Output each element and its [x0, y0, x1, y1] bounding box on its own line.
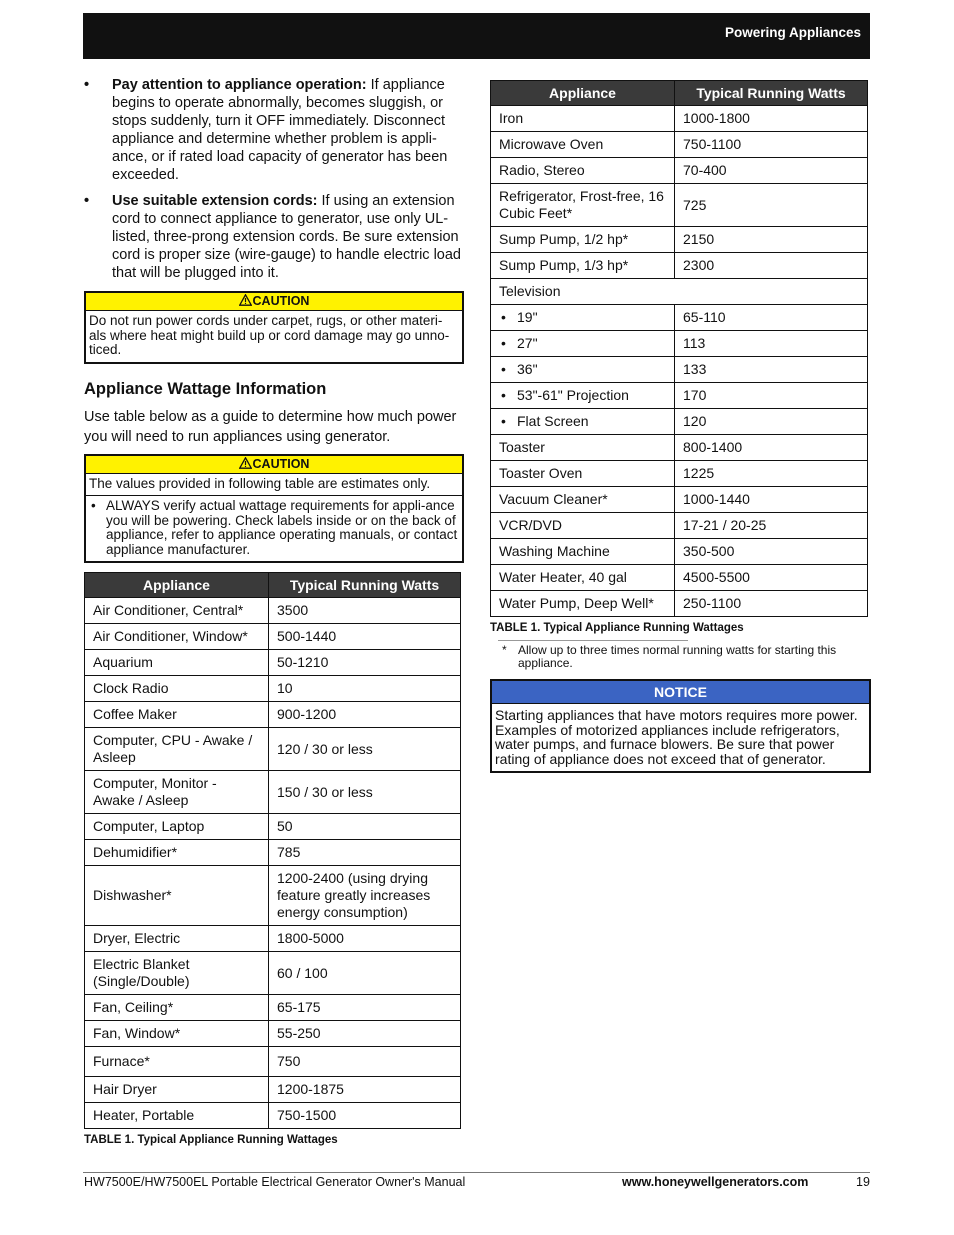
- cell-watts: 3500: [269, 598, 461, 624]
- footer-manual-title: HW7500E/HW7500EL Portable Electrical Generator Owner's Manual: [84, 1175, 466, 1189]
- cell-watts: 2150: [675, 227, 868, 253]
- cell-appliance: [491, 357, 675, 383]
- table-row: [491, 184, 868, 227]
- cell-appliance: Dishwasher*: [85, 866, 269, 926]
- table-row: [491, 158, 868, 184]
- bullet-dot: •: [501, 387, 506, 403]
- caution-header: [86, 456, 462, 474]
- notice-header: NOTICE: [492, 681, 869, 704]
- notice-text: Starting appliances that have motors requires more power. Examples of motorized appliances include refrigerators, water pumps, and furnace blowers. Be sure that power rating of appliance does not exceed that of generator.: [495, 707, 858, 767]
- cell-appliance: Fan, Ceiling*: [85, 995, 269, 1021]
- column-header-appliance: Appliance: [85, 573, 269, 598]
- cell-appliance: Computer, Laptop: [85, 814, 269, 840]
- table-row: [491, 227, 868, 253]
- cell-appliance: Fan, Window*: [85, 1021, 269, 1047]
- cell-appliance: [491, 409, 675, 435]
- bullet-text: If using an extension cord to connect appliance to generator, use only UL-listed, three-prong extension cords. Be sure extension cord is proper size (wire-gauge) to handle electric load that will be plugged into it.: [112, 193, 461, 281]
- cell-appliance: Coffee Maker: [85, 702, 269, 728]
- cell-watts: 800-1400: [675, 435, 868, 461]
- cell-appliance: Electric Blanket (Single/Double): [85, 952, 269, 995]
- cell-appliance: Dehumidifier*: [85, 840, 269, 866]
- header-bar: [83, 13, 870, 59]
- cell-appliance: Water Pump, Deep Well*: [491, 591, 675, 617]
- cell-watts: 150 / 30 or less: [269, 771, 461, 814]
- cell-appliance: Hair Dryer: [85, 1077, 269, 1103]
- table-row: [491, 435, 868, 461]
- bullet-item: [84, 76, 464, 184]
- footnote-text: Allow up to three times normal running watts for starting this appliance.: [518, 643, 837, 670]
- cell-appliance: [491, 305, 675, 331]
- table-row: [85, 702, 461, 728]
- table-row: [85, 728, 461, 771]
- cell-watts: 120: [675, 409, 868, 435]
- cell-appliance: Toaster: [491, 435, 675, 461]
- cell-watts: 1200-1875: [269, 1077, 461, 1103]
- cell-appliance: Computer, Monitor - Awake / Asleep: [85, 771, 269, 814]
- warning-triangle-icon: [239, 294, 252, 306]
- right-column: [490, 80, 871, 773]
- bullet-list: [84, 76, 464, 282]
- bullet-text: If appliance begins to operate abnormally, becomes sluggish, or stops suddenly, turn it OFF immediately. Disconnect appliance and determine whether problem is appli-ance, or if rated load capacity of generator has been exceeded.: [112, 77, 448, 183]
- cell-watts: 1225: [675, 461, 868, 487]
- column-header-watts: Typical Running Watts: [269, 573, 461, 598]
- table-row: [85, 1047, 461, 1077]
- table-row: [85, 624, 461, 650]
- cell-watts: 60 / 100: [269, 952, 461, 995]
- cell-watts: 1800-5000: [269, 926, 461, 952]
- cell-appliance: Vacuum Cleaner*: [491, 487, 675, 513]
- cell-appliance: Aquarium: [85, 650, 269, 676]
- caution-text: The values provided in following table are estimates only.: [89, 475, 431, 491]
- table-row: [491, 331, 868, 357]
- table-row: [85, 814, 461, 840]
- table-caption: TABLE 1. Typical Appliance Running Wattages: [84, 1134, 338, 1146]
- cell-watts: 725: [675, 184, 868, 227]
- cell-watts: 500-1440: [269, 624, 461, 650]
- table-row: [85, 952, 461, 995]
- table-body: [491, 106, 868, 617]
- table-row: [85, 771, 461, 814]
- wattage-table-left: [84, 572, 461, 1129]
- cell-watts: 1000-1440: [675, 487, 868, 513]
- cell-watts: 55-250: [269, 1021, 461, 1047]
- table-row: [491, 461, 868, 487]
- cell-appliance-text: 19": [517, 309, 538, 325]
- table-row: [491, 539, 868, 565]
- cell-watts: 2300: [675, 253, 868, 279]
- bullet-lead: Pay attention to appliance operation:: [112, 77, 367, 93]
- cell-watts: 50: [269, 814, 461, 840]
- bullet-dot: •: [501, 309, 506, 325]
- table-row: [85, 926, 461, 952]
- table-header-row: [491, 81, 868, 106]
- table-row: [491, 357, 868, 383]
- table-row: [491, 591, 868, 617]
- caution-box: [84, 291, 464, 364]
- cell-appliance: Television: [491, 279, 868, 305]
- cell-appliance: [491, 331, 675, 357]
- cell-watts: 50-1210: [269, 650, 461, 676]
- table-row: [85, 866, 461, 926]
- caution-label: CAUTION: [252, 294, 310, 308]
- footer-url: www.honeywellgenerators.com: [622, 1175, 809, 1189]
- header-title: Powering Appliances: [724, 25, 861, 40]
- table-row: [85, 995, 461, 1021]
- table-row: [491, 106, 868, 132]
- cell-watts: 1200-2400 (using drying feature greatly increases energy consumption): [269, 866, 461, 926]
- table-row: [491, 409, 868, 435]
- caution-label: CAUTION: [252, 456, 310, 471]
- cell-watts: 4500-5500: [675, 565, 868, 591]
- cell-appliance: Air Conditioner, Window*: [85, 624, 269, 650]
- cell-watts: 785: [269, 840, 461, 866]
- cell-watts: 750: [269, 1047, 461, 1077]
- caution-text: Do not run power cords under carpet, rugs, or other materi-als where heat might build up or cord damage may go unno-ticed.: [89, 313, 450, 357]
- bullet-dot: •: [501, 413, 506, 429]
- cell-appliance: [491, 383, 675, 409]
- caution-box: [84, 454, 464, 564]
- cell-watts: 65-175: [269, 995, 461, 1021]
- cell-appliance: Sump Pump, 1/2 hp*: [491, 227, 675, 253]
- cell-appliance: Water Heater, 40 gal: [491, 565, 675, 591]
- cell-watts: 170: [675, 383, 868, 409]
- cell-watts: 133: [675, 357, 868, 383]
- footnote-symbol: *: [502, 643, 507, 657]
- caution-bullet-text: ALWAYS verify actual wattage requirements for appli-ance you will be powering. Check labels inside or on the back of appliance, refer to appliance operating manuals, or contact appliance manufacturer.: [106, 498, 458, 557]
- cell-appliance-text: 53"-61" Projection: [517, 387, 629, 403]
- table-row: [491, 305, 868, 331]
- table-row: [491, 383, 868, 409]
- cell-appliance: Heater, Portable: [85, 1103, 269, 1129]
- table-row: [491, 487, 868, 513]
- column-header-watts: Typical Running Watts: [675, 81, 868, 106]
- cell-appliance: VCR/DVD: [491, 513, 675, 539]
- notice-box: [490, 679, 871, 773]
- cell-appliance: Furnace*: [85, 1047, 269, 1077]
- bullet-dot: •: [501, 361, 506, 377]
- table-row: [85, 676, 461, 702]
- bullet-dot: •: [84, 193, 90, 209]
- cell-appliance: Clock Radio: [85, 676, 269, 702]
- cell-watts: 120 / 30 or less: [269, 728, 461, 771]
- table-row: [491, 279, 868, 305]
- cell-appliance: Washing Machine: [491, 539, 675, 565]
- caution-bullet: [86, 495, 462, 561]
- cell-appliance: Air Conditioner, Central*: [85, 598, 269, 624]
- table-header-row: [85, 573, 461, 598]
- cell-watts: 65-110: [675, 305, 868, 331]
- left-column: [84, 76, 464, 1146]
- cell-appliance-text: 36": [517, 361, 538, 377]
- cell-appliance: Refrigerator, Frost-free, 16 Cubic Feet*: [491, 184, 675, 227]
- cell-appliance-text: 27": [517, 335, 538, 351]
- table-row: [85, 1103, 461, 1129]
- bullet-dot: •: [84, 77, 90, 93]
- table-body: [85, 598, 461, 1129]
- cell-appliance: Iron: [491, 106, 675, 132]
- cell-watts: 1000-1800: [675, 106, 868, 132]
- table-row: [491, 565, 868, 591]
- cell-appliance: Sump Pump, 1/3 hp*: [491, 253, 675, 279]
- bullet-dot: •: [91, 498, 96, 513]
- table-caption: TABLE 1. Typical Appliance Running Wattages: [490, 622, 744, 634]
- cell-appliance: Microwave Oven: [491, 132, 675, 158]
- cell-appliance: Toaster Oven: [491, 461, 675, 487]
- section-title: Appliance Wattage Information: [84, 379, 327, 398]
- table-row: [491, 132, 868, 158]
- cell-appliance: Computer, CPU - Awake / Asleep: [85, 728, 269, 771]
- cell-watts: 10: [269, 676, 461, 702]
- table-row: [491, 513, 868, 539]
- cell-watts: 750-1500: [269, 1103, 461, 1129]
- cell-watts: 70-400: [675, 158, 868, 184]
- bullet-item: [84, 192, 464, 282]
- cell-watts: 113: [675, 331, 868, 357]
- table-row: [85, 598, 461, 624]
- footer-divider: [83, 1172, 870, 1173]
- cell-watts: 350-500: [675, 539, 868, 565]
- table-row: [491, 253, 868, 279]
- section-intro: Use table below as a guide to determine how much power you will need to run appliances using generator.: [84, 408, 457, 445]
- bullet-dot: •: [501, 335, 506, 351]
- warning-triangle-icon: [239, 457, 252, 469]
- table-row: [85, 840, 461, 866]
- table-row: [85, 650, 461, 676]
- cell-watts: 900-1200: [269, 702, 461, 728]
- page-number: 19: [856, 1175, 870, 1189]
- caution-header: [86, 293, 462, 311]
- cell-appliance-text: Flat Screen: [517, 413, 589, 429]
- cell-appliance: Radio, Stereo: [491, 158, 675, 184]
- column-header-appliance: Appliance: [491, 81, 675, 106]
- wattage-table-right: [490, 80, 868, 617]
- footnote-rule: [498, 640, 688, 641]
- footnote: [490, 644, 871, 670]
- table-row: [85, 1077, 461, 1103]
- cell-watts: 17-21 / 20-25: [675, 513, 868, 539]
- cell-watts: 250-1100: [675, 591, 868, 617]
- bullet-lead: Use suitable extension cords:: [112, 193, 318, 209]
- table-row: [85, 1021, 461, 1047]
- cell-watts: 750-1100: [675, 132, 868, 158]
- cell-appliance: Dryer, Electric: [85, 926, 269, 952]
